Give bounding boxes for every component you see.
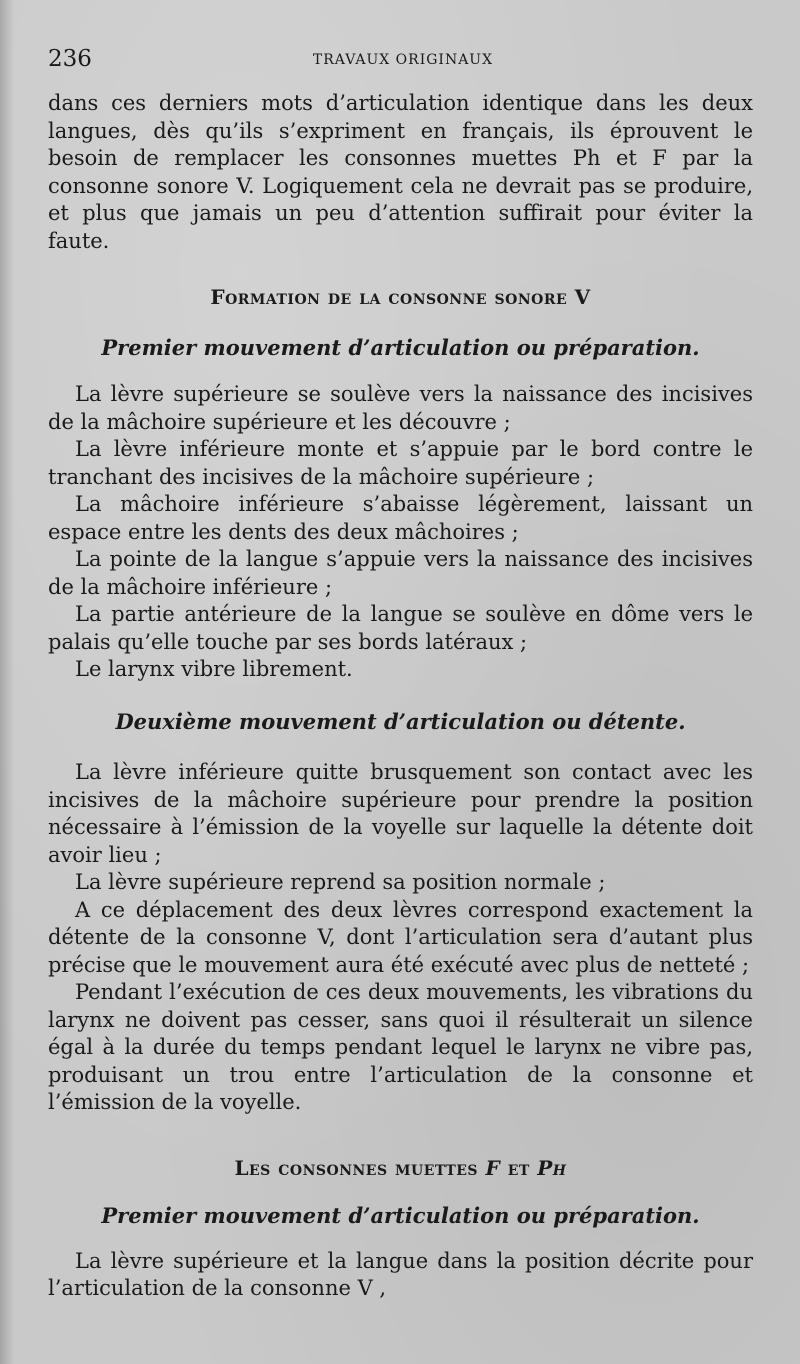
paragraph: La lèvre supérieure et la langue dans la position décrite pour l’articulation de la consonne V , bbox=[48, 1248, 753, 1300]
heading-letter-f: F bbox=[485, 1155, 501, 1180]
section-heading-f-ph bbox=[48, 1155, 753, 1183]
paragraph: Pendant l’exécution de ces deux mouvements, les vibrations du larynx ne doivent pas cesser, sans quoi il résulterait un silence égal à la durée du temps pendant lequel le larynx ne vibre pas, produisant un trou entre l’articulation de la consonne et l’émission de la voyelle. bbox=[48, 980, 753, 1114]
running-head: TRAVAUX ORIGINAUX bbox=[312, 52, 494, 68]
paragraph: La lèvre supérieure se soulève vers la naissance des incisives de la mâchoire supérieure et les découvre ; bbox=[48, 382, 753, 434]
paragraph: La pointe de la langue s’appuie vers la naissance des incisives de la mâchoire inférieure ; bbox=[48, 547, 753, 599]
page-number: 236 bbox=[48, 46, 92, 72]
subheading-preparation-v: Premier mouvement d’articulation ou préparation. bbox=[101, 334, 700, 360]
intro-paragraph: dans ces derniers mots d’articulation identique dans les deux langues, dès qu’ils s’expriment en français, ils éprouvent le besoin de remplacer les consonnes muettes Ph et F par la consonne sonore V. Logiquement cela ne devrait pas se produire, et plus que jamais un peu d’attention suffirait pour éviter la faute. bbox=[48, 91, 753, 253]
page-header bbox=[48, 44, 758, 74]
paragraph: A ce déplacement des deux lèvres correspond exactement la détente de la consonne V, dont l’articulation sera d’autant plus précise que le mouvement aura été exécuté avec plus de netteté ; bbox=[48, 897, 753, 977]
paragraph: La lèvre inférieure quitte brusquement son contact avec les incisives de la mâchoire supérieure pour prendre la position nécessaire à l’émission de la voyelle sur laquelle la détente doit avoir lieu ; bbox=[48, 760, 753, 867]
paragraph: La mâchoire inférieure s’abaisse légèrement, laissant un espace entre les dents des deux mâchoires ; bbox=[48, 492, 753, 544]
paragraph: La partie antérieure de la langue se soulève en dôme vers le palais qu’elle touche par ses bords latéraux ; bbox=[48, 602, 753, 654]
body-text bbox=[48, 90, 753, 1303]
heading-conjunction: et bbox=[507, 1155, 530, 1180]
subheading-detente-v: Deuxième mouvement d’articulation ou détente. bbox=[115, 708, 686, 734]
paragraph: Le larynx vibre librement. bbox=[75, 657, 353, 681]
heading-prefix: Les consonnes muettes bbox=[234, 1155, 479, 1180]
section-heading-v: Formation de la consonne sonore V bbox=[210, 285, 591, 309]
paragraph: La lèvre inférieure monte et s’appuie par le bord contre le tranchant des incisives de la mâchoire supérieure ; bbox=[48, 437, 753, 489]
paragraph: La lèvre supérieure reprend sa position normale ; bbox=[75, 870, 606, 894]
subheading-preparation-f: Premier mouvement d’articulation ou préparation. bbox=[101, 1203, 700, 1228]
heading-letter-ph: Ph bbox=[537, 1155, 567, 1180]
